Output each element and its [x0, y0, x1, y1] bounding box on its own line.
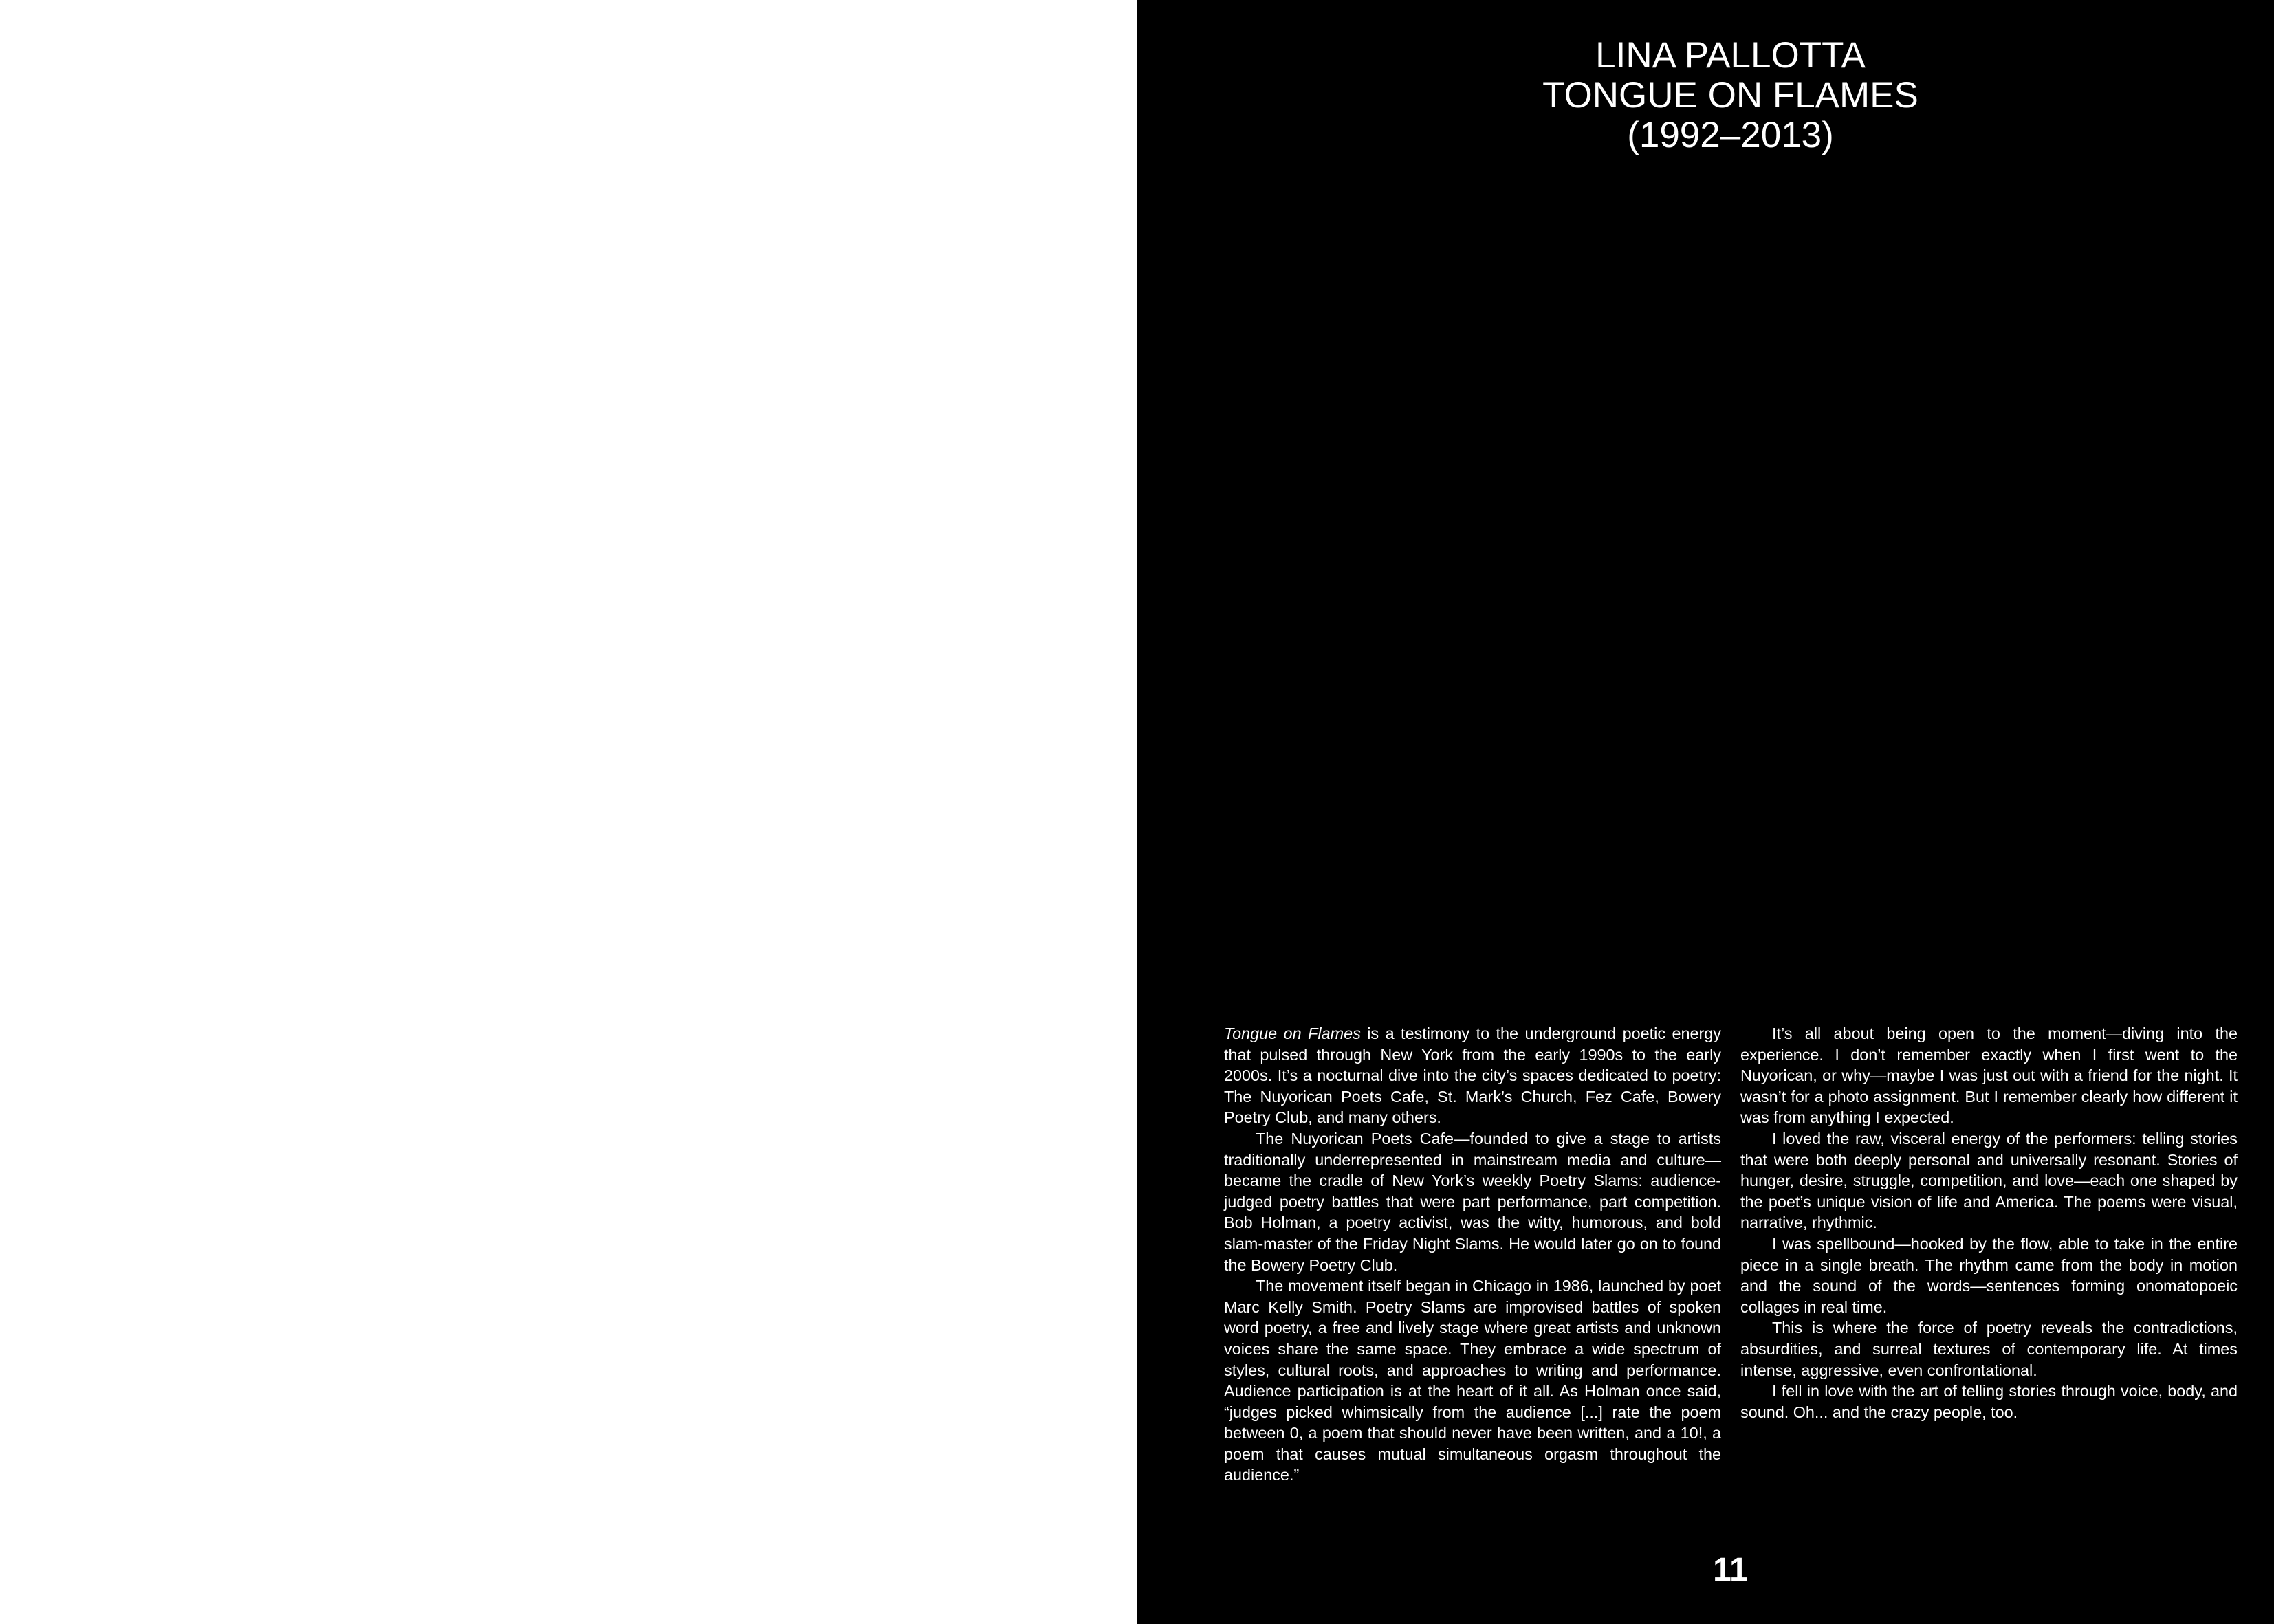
page-number: 11	[1713, 1552, 1748, 1588]
title-artist: LINA PALLOTTA	[1595, 35, 1866, 76]
title-work: TONGUE ON FLAMES	[1542, 75, 1918, 116]
paragraph: I was spellbound—hooked by the flow, able to take in the entire piece in a single breath. The rhythm came from the body in motion and the sound of the words—sentences forming onomatopoeic collages in real time.	[1740, 1234, 2238, 1316]
text-column-right	[1740, 1023, 2238, 1423]
right-page	[1137, 0, 2274, 1624]
paragraph: I loved the raw, visceral energy of the performers: telling stories that were both deeply personal and universally resonant. Stories of hunger, desire, struggle, competition, and love—each one shaped by the poet’s unique vision of life and America. The poems were visual, narrative, rhythmic.	[1740, 1129, 2238, 1232]
paragraph: I fell in love with the art of telling stories through voice, body, and sound. Oh... and the crazy people, too.	[1740, 1382, 2238, 1421]
title-years: (1992–2013)	[1627, 115, 1834, 155]
text-column-left	[1224, 1023, 1721, 1486]
paragraph-text: is a testimony to the underground poetic energy that pulsed through New York from the early 1990s to the early 2000s. It’s a nocturnal dive into the city’s spaces dedicated to poetry: The Nuyorican Poets Cafe, St. Mark’s Church, Fez Cafe, Bowery Poetry Club, and many others.	[1224, 1024, 1721, 1127]
paragraph	[1224, 1023, 1721, 1128]
paragraph: It’s all about being open to the moment—diving into the experience. I don’t remember exactly when I first went to the Nuyorican, or why—maybe I was just out with a friend for the night. It wasn’t for a photo assignment. But I remember clearly how different it was from anything I expected.	[1740, 1024, 2238, 1127]
paragraph: The Nuyorican Poets Cafe—founded to give a stage to artists traditionally underrepresented in mainstream media and culture—became the cradle of New York’s weekly Poetry Slams: audience-judged poetry battles that were part performance, part competition. Bob Holman, a poetry activist, was the witty, humorous, and bold slam-master of the Friday Night Slams. He would later go on to found the Bowery Poetry Club.	[1224, 1129, 1721, 1274]
work-title-italic: Tongue on Flames	[1224, 1024, 1361, 1042]
page-title	[1137, 36, 2274, 155]
paragraph: The movement itself began in Chicago in 1986, launched by poet Marc Kelly Smith. Poetry Slams are improvised battles of spoken word poetry, a free and lively stage where great artists and unknown voices share the same space. They embrace a wide spectrum of styles, cultural roots, and approaches to writing and performance. Audience participation is at the heart of it all. As Holman once said, “judges picked whimsically from the audience [...] rate the poem between 0, a poem that should never have been written, and a 10!, a poem that causes mutual simultaneous orgasm throughout the audience.”	[1224, 1277, 1721, 1484]
paragraph: This is where the force of poetry reveals the contradictions, absurdities, and surreal textures of contemporary life. At times intense, aggressive, even confrontational.	[1740, 1319, 2238, 1379]
